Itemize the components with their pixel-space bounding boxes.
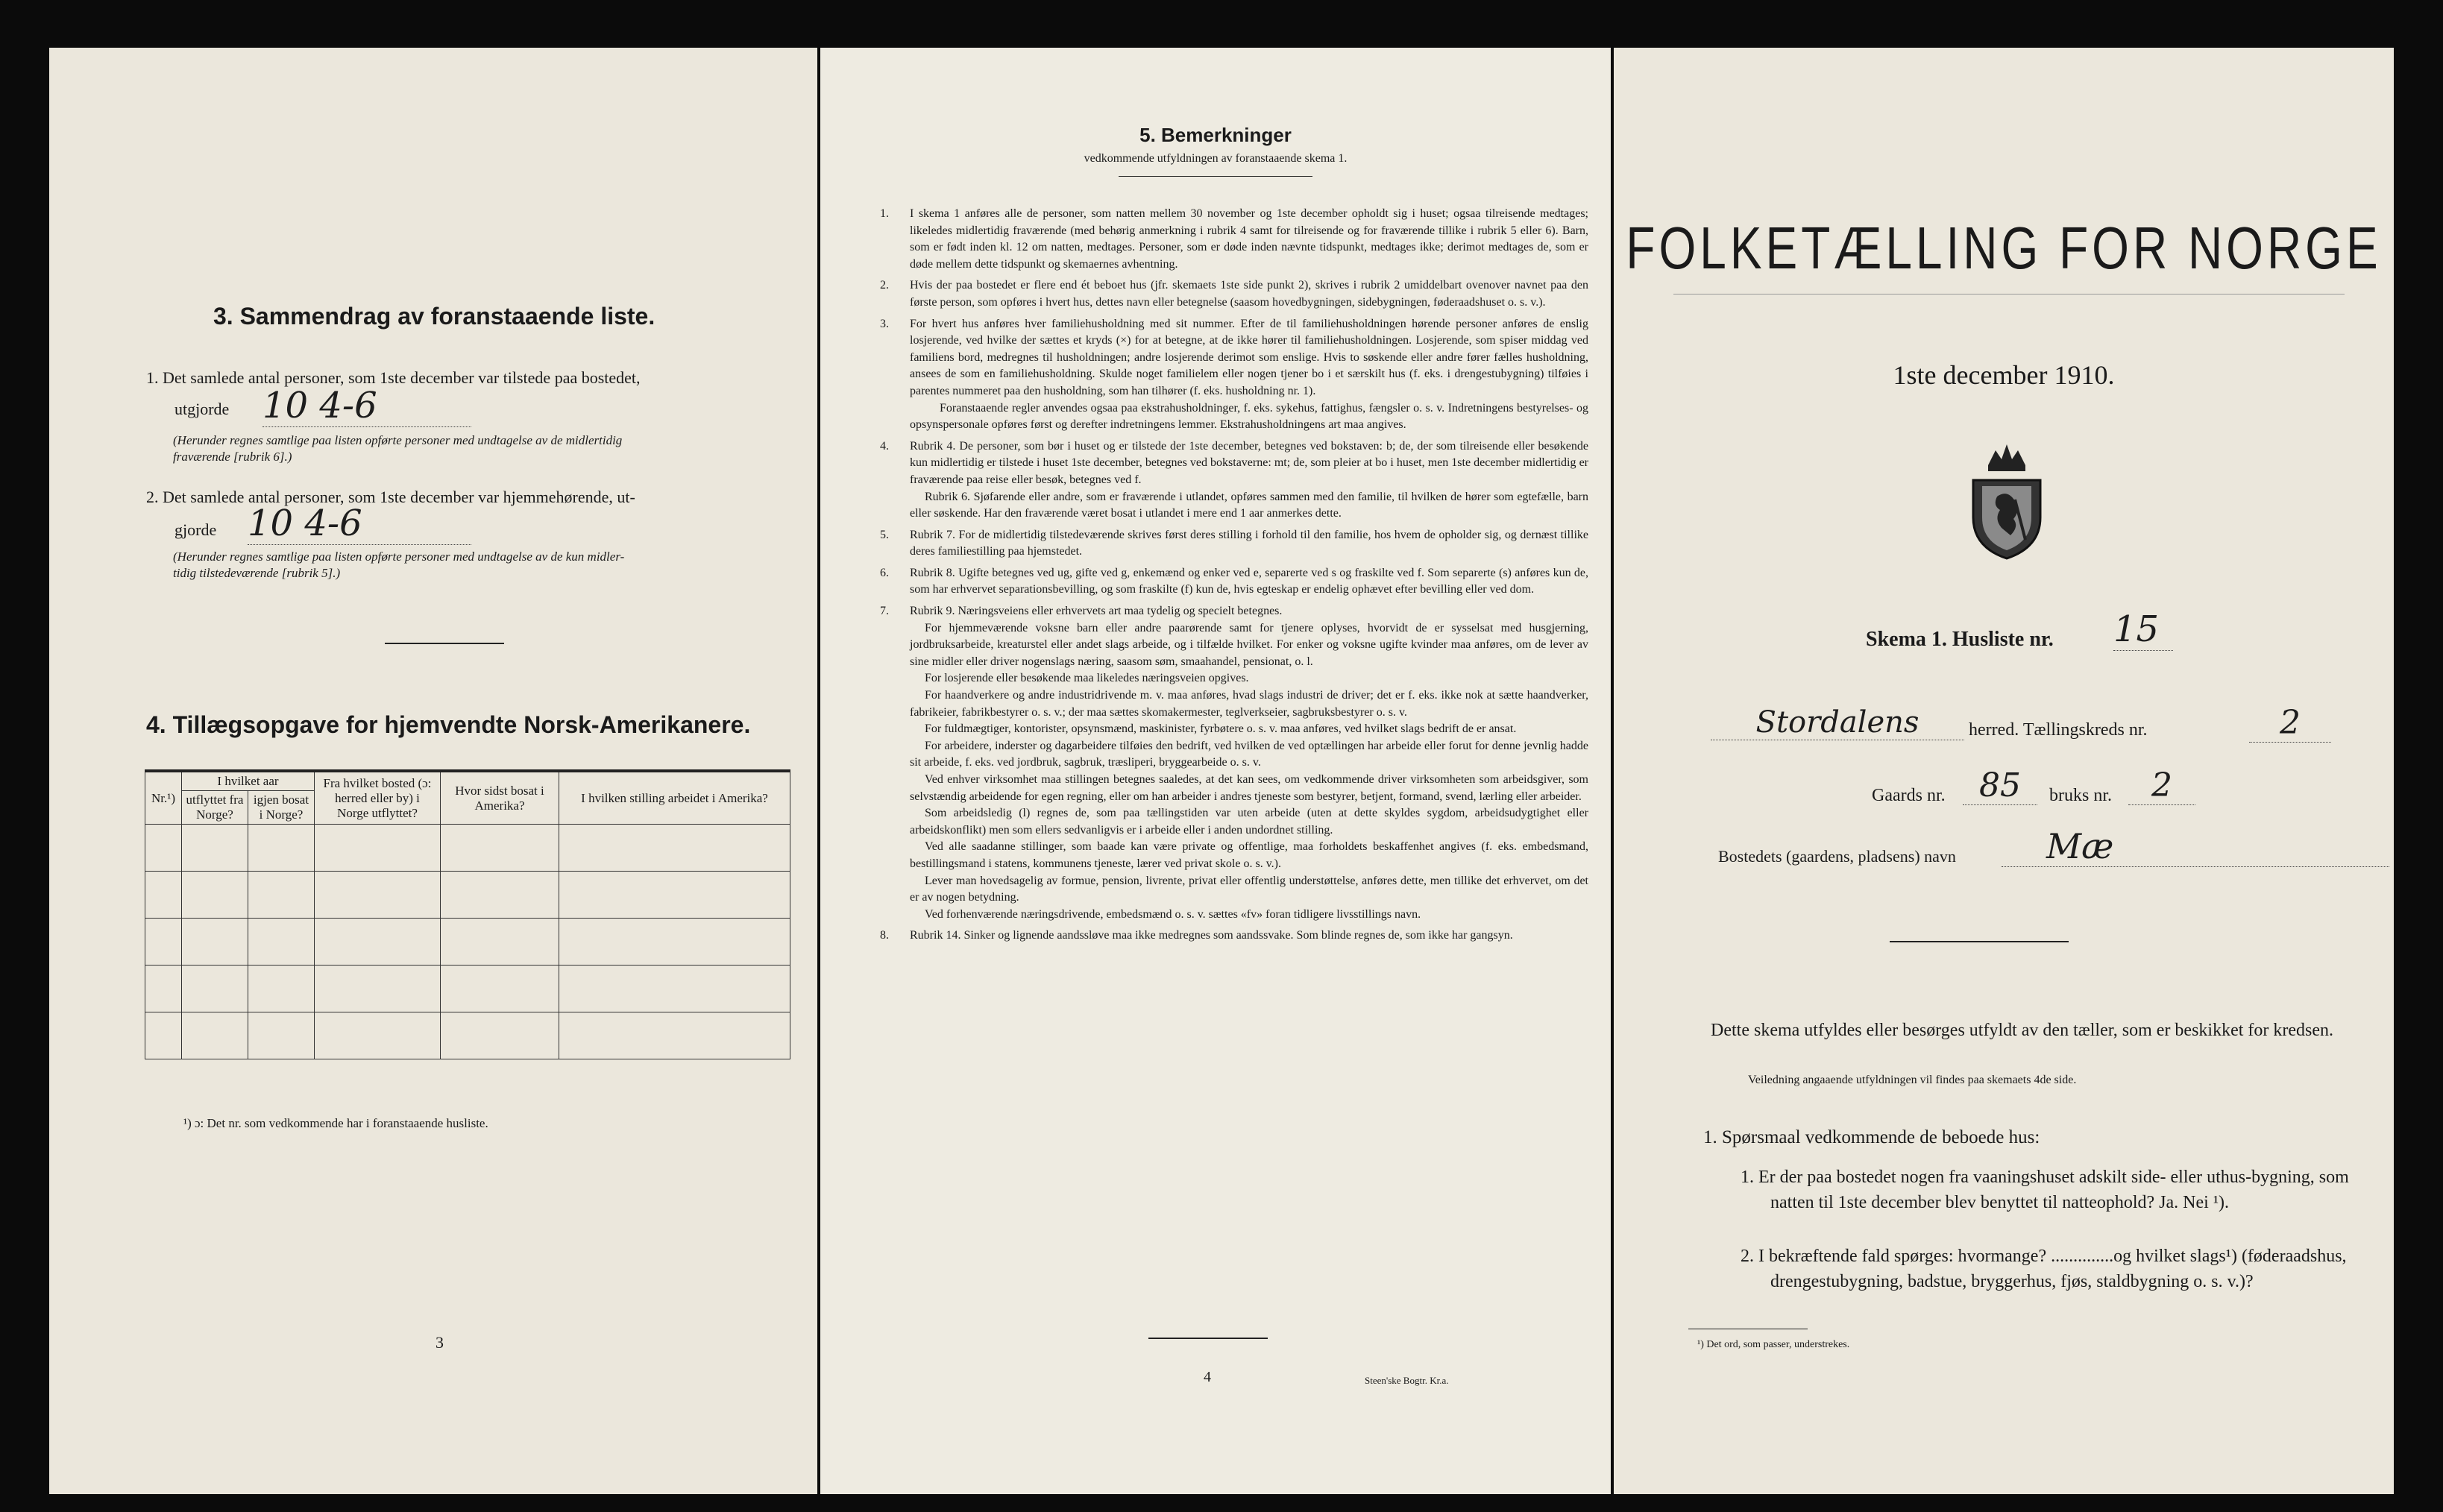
paragraph: 7. Rubrik 9. Næringsveiens eller erhvervets art maa tydelig og specielt betegnes. [880, 605, 1283, 618]
item-1-handwritten: 10 4-6 [262, 385, 471, 427]
skema-label: Skema 1. Husliste nr. [1866, 628, 2054, 651]
paragraph: For arbeidere, inderster og dagarbeidere tilføies den bedrift, ved hvilken de ved optællingen har arbeide eller forut for denne jevnlig hadde sit arbeide, f. eks. ved jordbruk, sagbruk, træsliperi, bryggearbeide o. s. v. [910, 739, 1588, 769]
bosted-name: Mæ [2002, 826, 2389, 867]
divider [385, 643, 504, 644]
col-hvor-sidst: Hvor sidst bosat i Amerika? [441, 771, 559, 825]
paragraph: Foranstaaende regler anvendes ogsaa paa ekstrahusholdninger, f. eks. sykehus, fattighus, fængsler o. s. v. Indretningens bestyrelses- og opsynspersonale opføres først og derefter indretningens lemmer. Ekstrahusholdningens art maa angives. [910, 401, 1588, 432]
item-1-line-2: utgjorde [174, 400, 230, 418]
paragraph: Ved alle saadanne stillinger, som baade kan være private og offentlige, maa forholdets beskaffenhet angives (f. eks. embedsmand, bestillingsmand i statens, kommunens tjeneste, lærer ved privat skole o. s. v.). [910, 840, 1588, 870]
tellingskreds-number: 2 [2249, 704, 2331, 743]
col-igjen-bosat: igjen bosat i Norge? [248, 791, 315, 825]
herred-label: herred. Tællingskreds nr. [1969, 720, 2148, 740]
paragraph: 1. I skema 1 anføres alle de personer, som natten mellem 30 november og 1ste december opholdt sig i huset; ogsaa tilreisende medtages; likeledes midlertidig fraværende (med behørig anmerkning i rubrik 4 samt for tilreisende og for fraværende tillike i rubrik 5 eller 6). Barn, som er født inden kl. 12 om natten, medtages. Personer, som er døde inden nævnte tidspunkt, medtages ikke; derimot medtages de, som er døde mellem dette tidspunkt og skemaernes avhentning. [880, 207, 1588, 271]
gaards-number: 85 [1963, 766, 2037, 805]
husliste-number: 15 [2113, 608, 2173, 651]
item-2-line-1: 2. Det samlede antal personer, som 1ste december var hjemmehørende, ut- [146, 488, 635, 506]
printer-mark: Steen'ske Bogtr. Kr.a. [1365, 1375, 1449, 1386]
page-number: 3 [436, 1333, 444, 1352]
item-2-note-1: (Herunder regnes samtlige paa listen opførte personer med undtagelse av de kun midler- [173, 549, 625, 564]
norway-coat-of-arms-icon [1958, 435, 2055, 562]
paragraph: For fuldmægtiger, kontorister, opsynsmænd, maskinister, fyrbøtere o. s. v. maa anføres, ved hvilket slags bedrift de er ansat. [925, 722, 1517, 736]
bemerkninger-text [880, 206, 1588, 945]
item-1-line-1: 1. Det samlede antal personer, som 1ste december var tilstede paa bostedet, [146, 368, 641, 387]
col-fra-bosted: Fra hvilket bosted (ɔ: herred eller by) i Norge utflyttet? [315, 771, 441, 825]
item-2-handwritten: 10 4-6 [248, 503, 471, 545]
paragraph: For hjemmeværende voksne barn eller andre paarørende samt for tjenere oplyses, hvorvidt de er sysselsat med husgjerning, jordbruksarbeide, kreaturstel eller andet slags arbeide, og i tilfælde hvilket. For enker og voksne ugifte kvinder maa anføres, om de lever av sine midler eller driver nogenslags næring, saasom søm, smaahandel, pensionat, o. l. [910, 621, 1588, 668]
questions-title: 1. Spørsmaal vedkommende de beboede hus: [1703, 1127, 2040, 1147]
paragraph: 8. Rubrik 14. Sinker og lignende aandssløve maa ikke medregnes som aandssvake. Som blinde regnes de, som ikke har gangsyn. [880, 929, 1513, 942]
paragraph: For haandverkere og andre industridrivende m. v. maa anføres, hvad slags industri de driver; det er f. eks. ikke nok at sætte haandverker, fabrikeier, fabrikbestyrer o. s. v.; der maa sættes skomakermester, teglverkseier, sagbruksbestyrer o. s. v. [910, 689, 1588, 719]
paragraph: Ved enhver virksomhet maa stillingen betegnes saaledes, at det kan sees, om vedkommende driver virksomheten som arbeidsgiver, som selvstændig arbeidende for egen regning, eller om han arbeider i andres tjeneste som bestyrer, betjent, formand, svend, lærling eller arbeider. [910, 773, 1588, 803]
item-1-note-1: (Herunder regnes samtlige paa listen opførte personer med undtagelse av de midlertidig [173, 433, 623, 447]
table-footnote: ¹) ɔ: Det nr. som vedkommende har i foranstaaende husliste. [183, 1116, 488, 1130]
item-2-note-2: tidig tilstedeværende [rubrik 5].) [173, 566, 341, 580]
ornament-rule [1890, 941, 2069, 942]
section-3-title: 3. Sammendrag av foranstaaende liste. [213, 303, 655, 330]
table-row [145, 1012, 790, 1059]
bottom-rule [1148, 1338, 1268, 1339]
table-row [145, 872, 790, 919]
table-row [145, 825, 790, 872]
bosted-label: Bostedets (gaardens, pladsens) navn [1718, 847, 1956, 866]
col-nr: Nr.¹) [145, 771, 182, 825]
section-4-title: 4. Tillægsopgave for hjemvendte Norsk-Amerikanere. [146, 711, 751, 738]
page-number: 4 [1204, 1369, 1211, 1385]
question-1: 1. Er der paa bostedet nogen fra vaaningshuset adskilt side- eller uthus-bygning, som natten til 1ste december blev benyttet til natteophold? Ja. Nei ¹). [1741, 1168, 2349, 1212]
paragraph: Som arbeidsledig (l) regnes de, som paa tællingstiden var uten arbeide (uten at dette skyldes sygdom, arbeidsudygtighet eller arbeidskonflikt) men som ellers sedvanligvis er i arbeide eller i anden undordnet stilling. [910, 807, 1588, 837]
intro-note: Veiledning angaaende utfyldningen vil findes paa skemaets 4de side. [1748, 1074, 2077, 1086]
table-row [145, 966, 790, 1012]
bemerkninger-title: 5. Bemerkninger [1139, 124, 1292, 146]
title-rule [1119, 176, 1312, 177]
item-1-note-2: fraværende [rubrik 6].) [173, 450, 292, 464]
bruks-label: bruks nr. [2049, 786, 2112, 805]
paragraph: Lever man hovedsagelig av formue, pension, livrente, privat eller offentlig understøttelse, anføres dette, men tillike det erhvervet, om det er av nogen betydning. [910, 874, 1588, 904]
bruks-number: 2 [2128, 766, 2195, 805]
census-title: FOLKETÆLLING FOR NORGE [1626, 214, 2382, 282]
paragraph: Ved forhenværende næringsdrivende, embedsmænd o. s. v. sættes «fv» foran tidligere livsstillings navn. [925, 907, 1421, 921]
paragraph: 2. Hvis der paa bostedet er flere end ét beboet hus (jfr. skemaets 1ste side punkt 2), skrives i rubrik 2 umiddelbart ovenover navnet paa den første person, som opføres i hvert hus, dettes navn eller betegnelse (saasom hovedbygningen, sidebygningen, føderaadshuset o. s. v.). [880, 279, 1588, 309]
paragraph: 6. Rubrik 8. Ugifte betegnes ved ug, gifte ved g, enkemænd og enker ved e, separerte ved s og fraskilte ved f. Som separerte (s) anføres kun de, som har erhvervet separationsbevilling, og som fraskilte (f) kun de, hvis egteskap er endelig ophævet efter bevilling eller ved dom. [880, 566, 1588, 596]
paragraph: 5. Rubrik 7. For de midlertidig tilstedeværende skrives først deres stilling i forhold til den familie, hos hvem de opholder sig, og dernæst tillike deres familiestilling paa hjemstedet. [880, 528, 1588, 558]
paragraph: 4. Rubrik 4. De personer, som bør i huset og er tilstede der 1ste december, betegnes ved bokstaven: b; de, der som tilreisende eller besøkende kun midlertidig er tilstede i huset 1ste december, betegnes ved bokstaverne: mt; de, som pleier at bo i huset, men 1ste december midlertidig er fraværende paa reise eller besøk, betegnes ved f. [880, 439, 1588, 486]
norsk-amerikanere-table [145, 769, 790, 1059]
col-utflyttet: utflyttet fra Norge? [182, 791, 248, 825]
right-footnote: ¹) Det ord, som passer, understrekes. [1697, 1339, 1850, 1350]
paragraph: 3. For hvert hus anføres hver familiehusholdning med sit nummer. Efter de til familiehusholdningen hørende personer anføres de enslig losjerende, ved hvilke der sættes et kryds (×) for at betegne, at de ikke hører til familiehusholdningen. Losjerende, som spiser middag ved familiens bord, medregnes til husholdningen; andre losjerende derimot som enslige. Hvis to søskende eller andre fører fælles husholdning, ansees de som en familiehusholdning. Skulde noget familielem eller nogen tjener bo i et særskilt hus (f. eks. i drengestubygning) tilføies i parentes nummeret paa den husholdning, som han tilhører (f. eks. husholdning nr. 1). [880, 317, 1588, 397]
item-2-line-2: gjorde [174, 520, 217, 539]
middle-page [820, 48, 1611, 1494]
gaards-label: Gaards nr. [1872, 786, 1946, 805]
herred-name: Stordalens [1711, 705, 1964, 740]
bemerkninger-subtitle: vedkommende utfyldningen av foranstaaende skema 1. [1084, 152, 1348, 165]
intro-text: Dette skema utfyldes eller besørges utfyldt av den tæller, som er beskikket for kredsen. [1711, 1021, 2334, 1040]
census-date: 1ste december 1910. [1893, 360, 2115, 390]
table-row [145, 919, 790, 966]
col-stilling: I hvilken stilling arbeidet i Amerika? [559, 771, 790, 825]
left-page [49, 48, 817, 1494]
col-group-aar: I hvilket aar [182, 771, 315, 791]
paragraph: For losjerende eller besøkende maa likeledes næringsveien opgives. [925, 672, 1249, 685]
right-page [1614, 48, 2394, 1494]
question-2: 2. I bekræftende fald spørges: hvormange? ..............og hvilket slags¹) (føderaadshus, drengestubygning, badstue, bryggerhus, fjøs, staldbygning o. s. v.)? [1741, 1247, 2347, 1291]
paragraph: Rubrik 6. Sjøfarende eller andre, som er fraværende i utlandet, opføres sammen med den familie, til hvilken de hører som egtefælle, barn eller søskende. Har den fraværende været bosat i utlandet i mere end 1 aar anmerkes dette. [910, 490, 1588, 520]
